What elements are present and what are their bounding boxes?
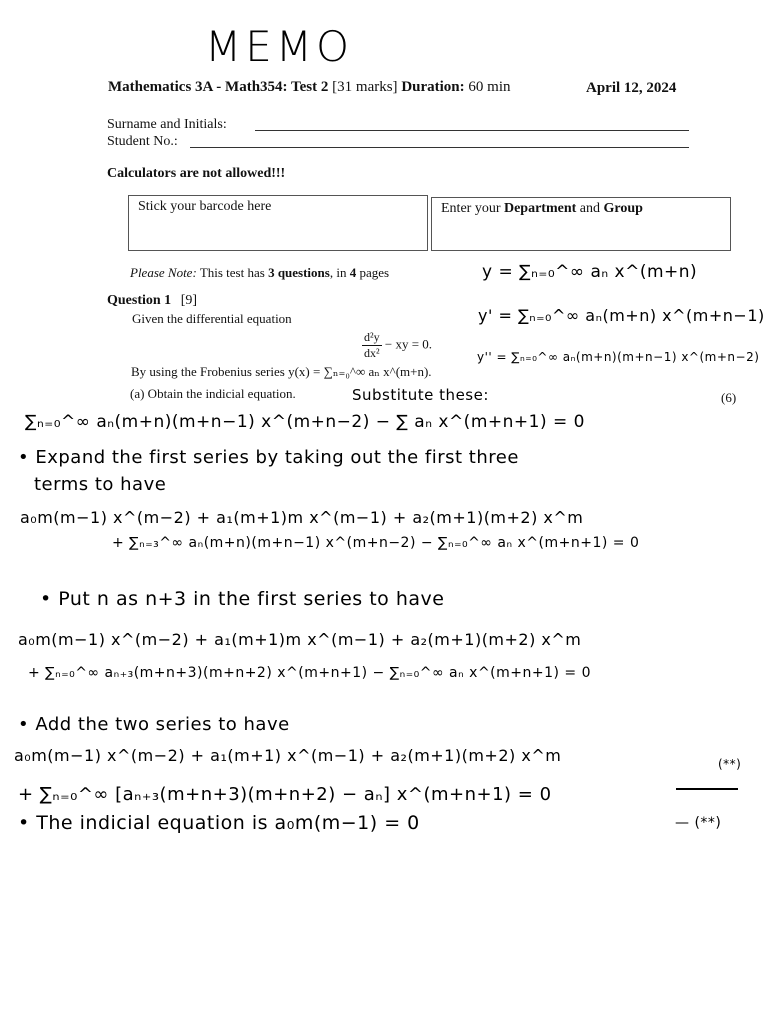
please-note: Please Note: This test has 3 questions, in 4 pages bbox=[130, 265, 390, 280]
calculator-notice: Calculators are not allowed!!! bbox=[107, 166, 286, 181]
handwritten-y: y = ∑ₙ₌₀^∞ aₙ x^(m+n) bbox=[482, 262, 698, 282]
working-line-4: a₀m(m−1) x^(m−2) + a₁(m+1)m x^(m−1) + a₂(m+1)(m+2) x^m bbox=[20, 508, 584, 527]
working-line-1: ∑ₙ₌₀^∞ aₙ(m+n)(m+n−1) x^(m+n−2) − ∑ aₙ x^(m+n+1) = 0 bbox=[25, 412, 585, 432]
working-line-12-tag: — (**) bbox=[675, 815, 722, 831]
handwritten-substitute: Substitute these: bbox=[352, 386, 489, 404]
department-box bbox=[431, 197, 731, 251]
surname-line bbox=[255, 130, 689, 131]
part-a-marks: (6) bbox=[721, 390, 737, 405]
working-line-11-tag: (**) bbox=[718, 757, 742, 771]
part-a: (a) Obtain the indicial equation. bbox=[130, 386, 296, 401]
working-line-6: • Put n as n+3 in the first series to have bbox=[40, 588, 445, 610]
differential-equation: $\frac{\text{d²y}}{\text{dx²}}$ − xy = 0. bbox=[364, 330, 433, 360]
working-line-11: + ∑ₙ₌₀^∞ [aₙ₊₃(m+n+3)(m+n+2) − aₙ] x^(m+n+1) = 0 bbox=[18, 784, 552, 805]
working-line-5: + ∑ₙ₌₃^∞ aₙ(m+n)(m+n−1) x^(m+n−2) − ∑ₙ₌₀^∞ aₙ x^(m+n+1) = 0 bbox=[112, 535, 640, 551]
working-line-3: terms to have bbox=[34, 474, 167, 495]
course-title: Mathematics 3A - Math354: Test 2 bbox=[108, 79, 329, 95]
question-title: Question 1 [9] bbox=[107, 293, 198, 308]
barcode-box bbox=[128, 195, 428, 251]
working-line-10: a₀m(m−1) x^(m−2) + a₁(m+1) x^(m−1) + a₂(m+1)(m+2) x^m bbox=[14, 746, 562, 765]
duration-value: 60 min bbox=[468, 79, 511, 95]
test-header bbox=[108, 79, 511, 96]
surname-label: Surname and Initials: bbox=[107, 117, 227, 132]
student-number-line bbox=[190, 147, 689, 148]
working-line-12: • The indicial equation is a₀m(m−1) = 0 bbox=[18, 812, 420, 834]
working-line-9: • Add the two series to have bbox=[18, 714, 290, 735]
test-date: April 12, 2024 bbox=[586, 80, 677, 96]
working-line-8: + ∑ₙ₌₀^∞ aₙ₊₃(m+n+3)(m+n+2) x^(m+n+1) − ∑ₙ₌₀^∞ aₙ x^(m+n+1) = 0 bbox=[28, 665, 592, 681]
working-line-2: • Expand the first series by taking out the first three bbox=[18, 447, 519, 468]
frobenius-series: By using the Frobenius series y(x) = ∑ₙ₌₀^∞ aₙ x^(m+n). bbox=[131, 364, 432, 379]
question-intro: Given the differential equation bbox=[132, 311, 292, 326]
total-marks: [31 marks] bbox=[332, 79, 398, 95]
handwritten-y-double-prime: y'' = ∑ₙ₌₀^∞ aₙ(m+n)(m+n−1) x^(m+n−2) bbox=[477, 350, 760, 364]
memo-title: MEMO bbox=[205, 22, 354, 71]
duration-label: Duration: bbox=[401, 79, 465, 95]
working-underline bbox=[676, 788, 738, 790]
department-label: Enter your Department and Group bbox=[441, 201, 643, 216]
working-line-7: a₀m(m−1) x^(m−2) + a₁(m+1)m x^(m−1) + a₂(m+1)(m+2) x^m bbox=[18, 630, 582, 649]
barcode-label: Stick your barcode here bbox=[138, 199, 272, 214]
handwritten-y-prime: y' = ∑ₙ₌₀^∞ aₙ(m+n) x^(m+n−1) bbox=[478, 306, 765, 325]
student-number-label: Student No.: bbox=[107, 134, 178, 149]
